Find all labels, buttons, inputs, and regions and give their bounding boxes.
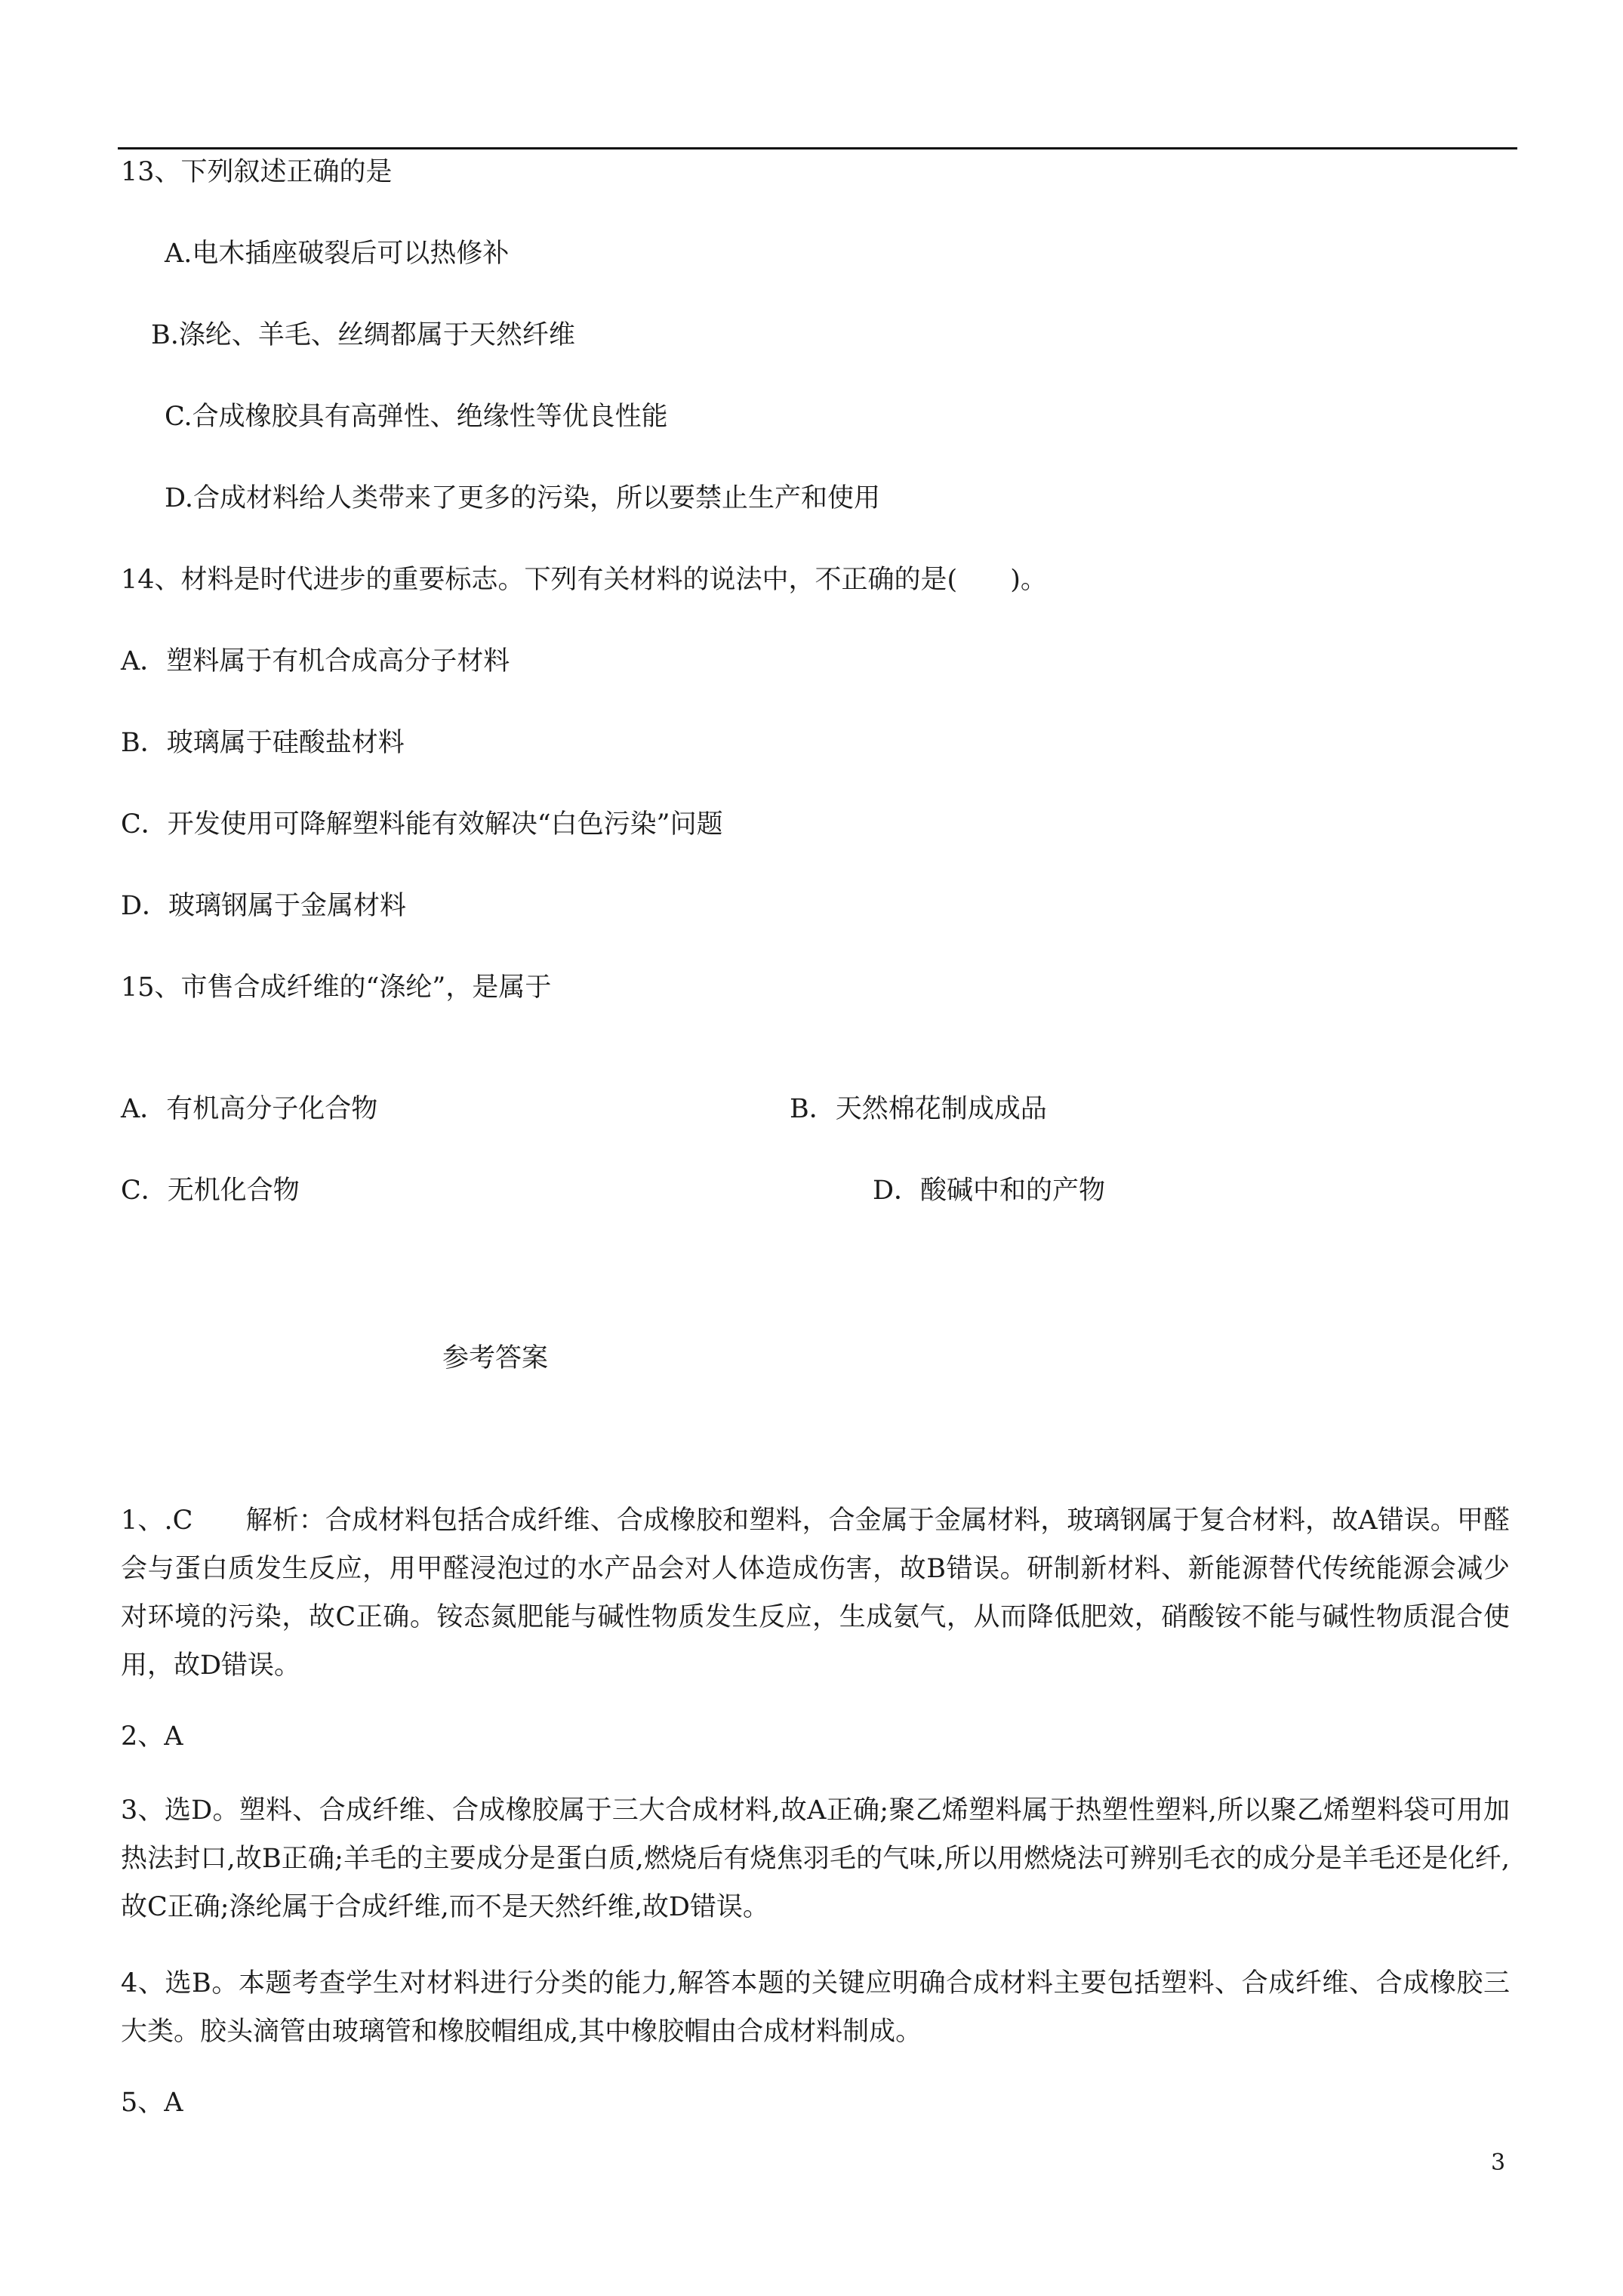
question-13-option-d: D.合成材料给人类带来了更多的污染，所以要禁止生产和使用 (165, 483, 880, 513)
answer-5: 5、A (121, 2088, 183, 2118)
answer-4: 4、选B。本题考查学生对材料进行分类的能力,解答本题的关键应明确合成材料主要包括塑料、合成纤维、合成橡胶三大类。胶头滴管由玻璃管和橡胶帽组成,其中橡胶帽由合成材料制成。 (121, 1968, 1510, 2047)
question-13-option-b: B.涤纶、羊毛、丝绸都属于天然纤维 (151, 320, 575, 350)
question-15-option-a: A．有机高分子化合物 (121, 1094, 378, 1124)
page-number: 3 (1491, 2150, 1506, 2176)
question-15-option-d: D．酸碱中和的产物 (873, 1176, 1106, 1206)
question-14-option-a: A．塑料属于有机合成高分子材料 (121, 646, 510, 676)
question-15-option-c: C．无机化合物 (121, 1176, 300, 1206)
answer-2: 2、A (121, 1721, 183, 1752)
question-13-option-a: A.电木插座破裂后可以热修补 (165, 239, 510, 269)
question-14-option-d: D．玻璃钢属于金属材料 (121, 891, 407, 921)
question-14-option-c: C．开发使用可降解塑料能有效解决“白色污染”问题 (121, 809, 723, 840)
answers-heading: 参考答案 (442, 1343, 549, 1373)
answer-3: 3、选D。塑料、合成纤维、合成橡胶属于三大合成材料,故A正确;聚乙烯塑料属于热塑性塑料,所以聚乙烯塑料袋可用加热法封口,故B正确;羊毛的主要成分是蛋白质,燃烧后有烧焦羽毛的气味,所以用燃烧法可辨别毛衣的成分是羊毛还是化纤,故C正确;涤纶属于合成纤维,而不是天然纤维,故D错误。 (121, 1795, 1510, 1922)
question-13-stem: 13、下列叙述正确的是 (121, 157, 393, 187)
question-13-option-c: C.合成橡胶具有高弹性、绝缘性等优良性能 (165, 402, 668, 432)
question-15-stem: 15、市售合成纤维的“涤纶”，是属于 (121, 972, 552, 1003)
question-14-option-b: B．玻璃属于硅酸盐材料 (121, 728, 405, 758)
question-15-option-b: B．天然棉花制成成品 (790, 1094, 1047, 1124)
answer-1: 1、.C 解析：合成材料包括合成纤维、合成橡胶和塑料，合金属于金属材料，玻璃钢属于复合材料，故A错误。甲醛会与蛋白质发生反应，用甲醛浸泡过的水产品会对人体造成伤害，故B错误。研制新材料、新能源替代传统能源会减少对环境的污染，故C正确。铵态氮肥能与碱性物质发生反应，生成氨气，从而降低肥效，硝酸铵不能与碱性物质混合使用，故D错误。 (121, 1505, 1510, 1681)
question-14-stem: 14、材料是时代进步的重要标志。下列有关材料的说法中，不正确的是( )。 (121, 565, 1047, 595)
header-rule (118, 147, 1517, 149)
